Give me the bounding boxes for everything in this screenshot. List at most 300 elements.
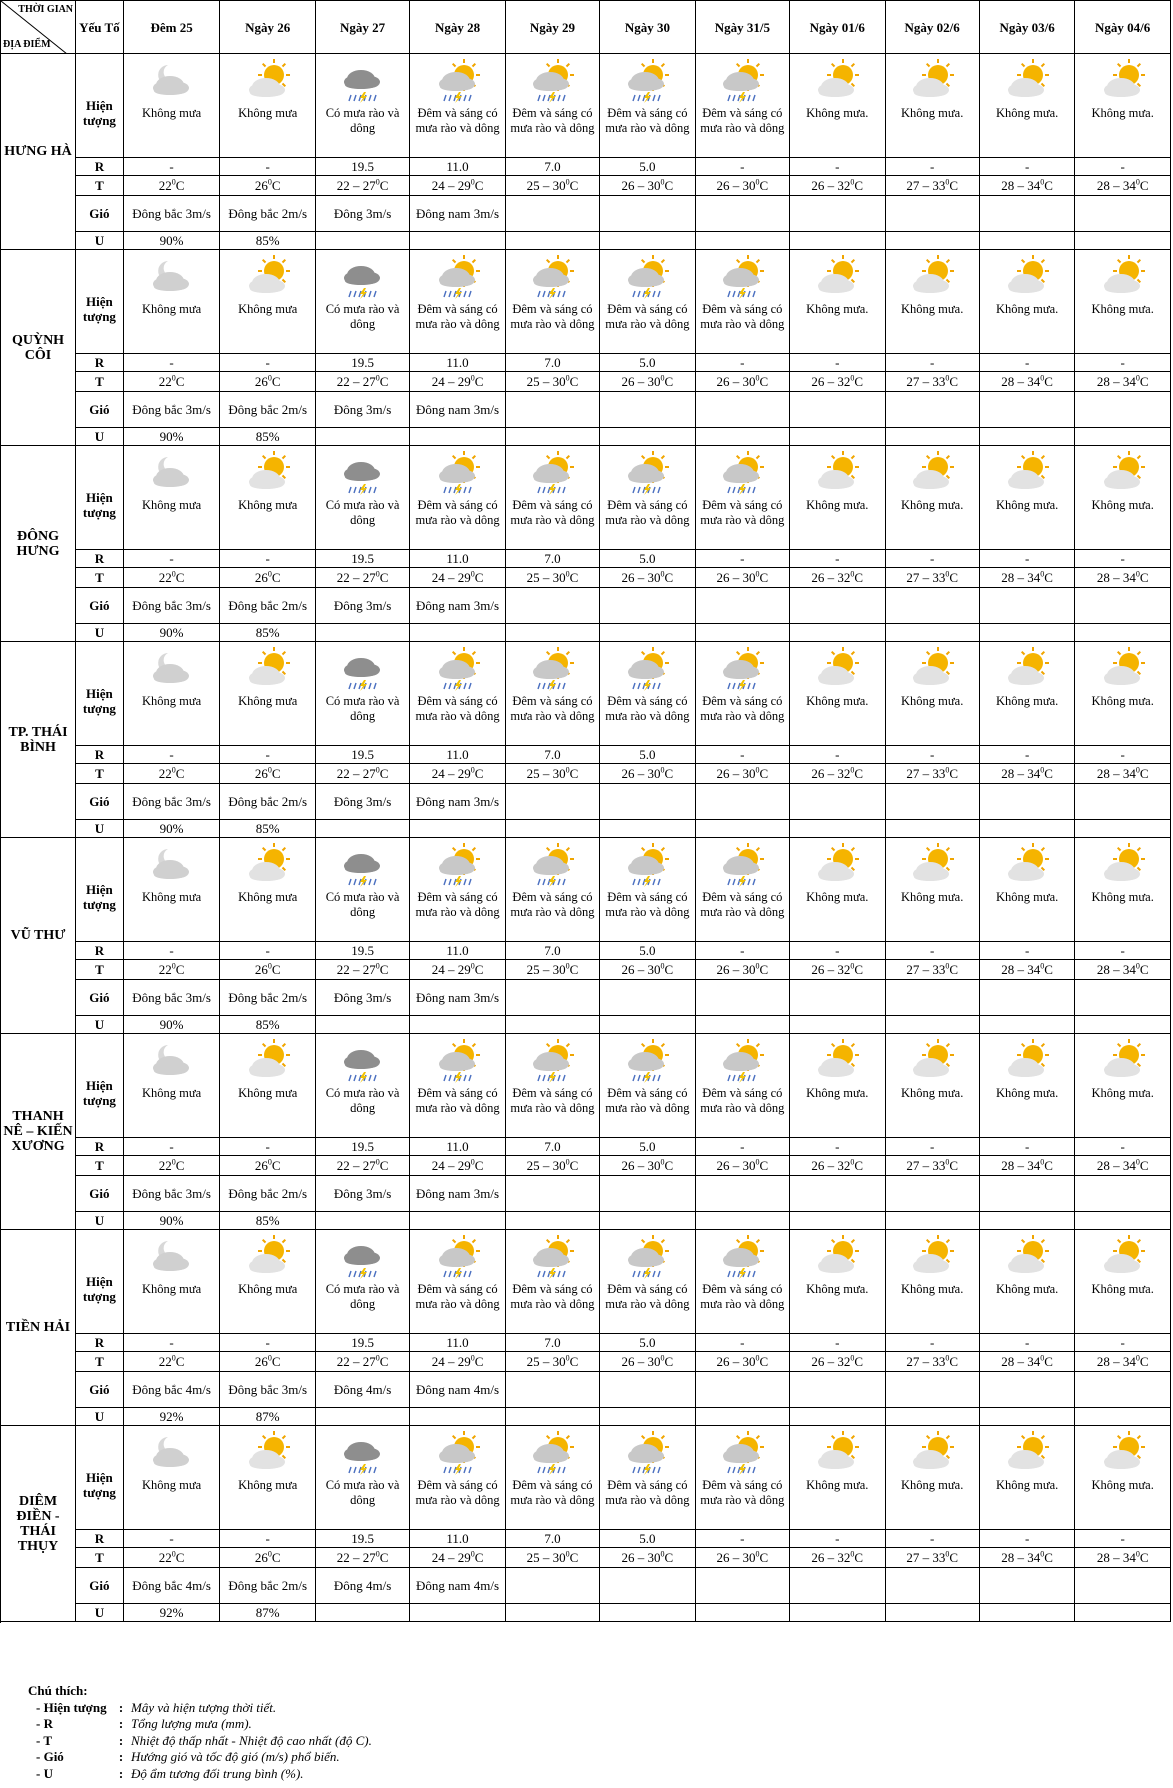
wind-cell: Đông bắc 2m/s bbox=[220, 1568, 316, 1604]
phenomenon-cell bbox=[220, 890, 316, 942]
phenomenon-cell bbox=[790, 1282, 886, 1334]
degree-mark: 0 bbox=[755, 765, 760, 775]
temp-separator: – bbox=[919, 766, 933, 781]
phenomenon-text: Không mưa bbox=[142, 1281, 202, 1296]
phenomenon-cell bbox=[885, 694, 979, 746]
temp-value: 26 bbox=[254, 374, 268, 389]
weather-icon-cell bbox=[315, 446, 409, 498]
temperature-cell bbox=[505, 568, 599, 588]
element-label-temp: T bbox=[76, 372, 124, 392]
temp-unit: C bbox=[664, 962, 674, 977]
phenomenon-text: Không mưa bbox=[238, 1085, 298, 1100]
weather-icon-cell bbox=[123, 250, 220, 302]
phenomenon-text: Không mưa. bbox=[1091, 105, 1154, 120]
phenomenon-cell bbox=[410, 498, 506, 550]
temp-separator: – bbox=[1109, 962, 1123, 977]
phenomenon-cell bbox=[505, 1282, 599, 1334]
temp-separator: – bbox=[919, 1550, 933, 1565]
temperature-cell bbox=[220, 568, 316, 588]
sun-cloud-icon bbox=[813, 59, 861, 103]
temp-max: 32 bbox=[837, 374, 851, 389]
rain-row bbox=[1, 550, 1171, 568]
weather-icon-cell bbox=[410, 250, 506, 302]
sun-cloud-icon bbox=[1099, 59, 1147, 103]
weather-icon-cell bbox=[885, 838, 979, 890]
humidity-cell bbox=[885, 624, 979, 642]
phenomenon-cell bbox=[600, 1086, 696, 1138]
phenomenon-cell bbox=[695, 302, 789, 354]
weather-icon-cell bbox=[1075, 446, 1171, 498]
temperature-cell bbox=[600, 372, 696, 392]
temp-unit: C bbox=[569, 178, 579, 193]
temp-value: 22 bbox=[158, 1550, 172, 1565]
weather-icon-cell bbox=[600, 446, 696, 498]
phenomenon-text: Không mưa bbox=[238, 497, 298, 512]
temp-separator: – bbox=[444, 1550, 458, 1565]
temp-unit: C bbox=[949, 374, 959, 389]
temp-min: 25 bbox=[526, 1158, 540, 1173]
temp-max: 30 bbox=[647, 766, 661, 781]
humidity-cell bbox=[979, 624, 1075, 642]
weather-icon-cell bbox=[600, 642, 696, 694]
temp-unit: C bbox=[854, 1354, 864, 1369]
wind-cell bbox=[600, 588, 696, 624]
temperature-cell bbox=[790, 764, 886, 784]
temp-separator: – bbox=[824, 1354, 838, 1369]
wind-cell bbox=[979, 392, 1075, 428]
weather-icon-cell bbox=[600, 1034, 696, 1086]
temp-min: 22 bbox=[336, 178, 350, 193]
sun-cloud-icon bbox=[813, 1039, 861, 1083]
rain-row bbox=[1, 158, 1171, 176]
humidity-cell bbox=[505, 624, 599, 642]
rain-cell: - bbox=[123, 942, 220, 960]
temp-max: 33 bbox=[932, 1158, 946, 1173]
degree-mark: 0 bbox=[945, 1549, 950, 1559]
temp-min: 25 bbox=[526, 178, 540, 193]
phenomenon-text: Đêm và sáng có mưa rào và dông bbox=[700, 889, 785, 919]
temp-unit: C bbox=[854, 374, 864, 389]
temperature-row bbox=[1, 1156, 1171, 1176]
temp-unit: C bbox=[175, 178, 185, 193]
sun-cloud-icon bbox=[908, 1235, 956, 1279]
note-colon: : bbox=[118, 1699, 124, 1715]
temp-separator: – bbox=[444, 962, 458, 977]
temp-min: 26 bbox=[621, 1550, 635, 1565]
temp-separator: – bbox=[1014, 178, 1028, 193]
temp-separator: – bbox=[1014, 1354, 1028, 1369]
temp-value: 26 bbox=[254, 766, 268, 781]
icon-row bbox=[1, 838, 1171, 890]
phenomenon-text: Không mưa bbox=[238, 105, 298, 120]
phenomenon-text: Không mưa. bbox=[901, 889, 964, 904]
temperature-cell bbox=[790, 960, 886, 980]
weather-icon-cell bbox=[123, 838, 220, 890]
temperature-cell bbox=[695, 1352, 789, 1372]
rain-cell: - bbox=[979, 550, 1075, 568]
rain-cell: 11.0 bbox=[410, 746, 506, 764]
degree-mark: 0 bbox=[470, 765, 475, 775]
degree-mark: 0 bbox=[171, 177, 176, 187]
humidity-cell bbox=[410, 1016, 506, 1034]
temp-min: 26 bbox=[716, 1550, 730, 1565]
temperature-cell bbox=[600, 764, 696, 784]
forecast-body bbox=[1, 54, 1171, 1622]
sun-cloud-rain-storm-icon bbox=[434, 1235, 482, 1279]
degree-mark: 0 bbox=[565, 569, 570, 579]
phenomenon-text: Đêm và sáng có mưa rào và dông bbox=[415, 105, 500, 135]
degree-mark: 0 bbox=[660, 961, 665, 971]
element-header-label: Yếu Tố bbox=[76, 1, 124, 54]
rain-row bbox=[1, 942, 1171, 960]
temp-max: 34 bbox=[1027, 570, 1041, 585]
sun-cloud-rain-storm-icon bbox=[528, 1235, 576, 1279]
temp-separator: – bbox=[1014, 374, 1028, 389]
moon-cloud-icon bbox=[148, 1039, 196, 1083]
wind-cell bbox=[885, 1568, 979, 1604]
sun-cloud-rain-storm-icon bbox=[623, 843, 671, 887]
temp-unit: C bbox=[1139, 374, 1149, 389]
temp-separator: – bbox=[634, 570, 648, 585]
sun-cloud-rain-storm-icon bbox=[434, 1431, 482, 1475]
temperature-cell bbox=[505, 1548, 599, 1568]
rain-cell: 7.0 bbox=[505, 1334, 599, 1352]
day-header: Ngày 29 bbox=[505, 1, 599, 54]
moon-cloud-icon bbox=[148, 1235, 196, 1279]
element-label-phenomenon: Hiện tượng bbox=[76, 1034, 124, 1138]
rain-cell: - bbox=[1075, 942, 1171, 960]
phenomenon-text: Không mưa. bbox=[1091, 497, 1154, 512]
wind-cell: Đông bắc 2m/s bbox=[220, 588, 316, 624]
phenomenon-text: Đêm và sáng có mưa rào và dông bbox=[415, 889, 500, 919]
weather-icon-cell bbox=[315, 1230, 409, 1282]
temp-unit: C bbox=[759, 374, 769, 389]
note-value: Độ ẩm tương đối trung bình (%). bbox=[131, 1765, 304, 1781]
humidity-cell bbox=[979, 232, 1075, 250]
temperature-cell bbox=[410, 1352, 506, 1372]
temperature-cell bbox=[1075, 764, 1171, 784]
location-name: TIỀN HẢI bbox=[1, 1230, 76, 1426]
rain-cell: - bbox=[695, 354, 789, 372]
temp-max: 32 bbox=[837, 1354, 851, 1369]
temp-separator: – bbox=[634, 962, 648, 977]
rain-cell: - bbox=[885, 1530, 979, 1548]
temp-unit: C bbox=[474, 570, 484, 585]
temp-min: 28 bbox=[1096, 374, 1110, 389]
temp-unit: C bbox=[664, 178, 674, 193]
degree-mark: 0 bbox=[660, 177, 665, 187]
degree-mark: 0 bbox=[470, 177, 475, 187]
wind-cell bbox=[790, 1568, 886, 1604]
humidity-cell bbox=[885, 1408, 979, 1426]
degree-mark: 0 bbox=[267, 177, 272, 187]
wind-cell bbox=[505, 392, 599, 428]
element-label-wind: Gió bbox=[76, 980, 124, 1016]
phenomenon-cell bbox=[505, 302, 599, 354]
temperature-cell bbox=[790, 1548, 886, 1568]
weather-icon-cell bbox=[315, 250, 409, 302]
rain-cell: 7.0 bbox=[505, 1138, 599, 1156]
rain-cell: 19.5 bbox=[315, 550, 409, 568]
temp-max: 27 bbox=[362, 1158, 376, 1173]
weather-icon-cell bbox=[505, 838, 599, 890]
phenomenon-text: Có mưa rào và dông bbox=[325, 497, 400, 527]
temperature-cell bbox=[410, 176, 506, 196]
temp-unit: C bbox=[1044, 178, 1053, 193]
rain-cell: 7.0 bbox=[505, 550, 599, 568]
wind-cell bbox=[979, 980, 1075, 1016]
temperature-cell bbox=[695, 568, 789, 588]
weather-icon-cell bbox=[600, 1230, 696, 1282]
location-name: THANH NÊ – KIẾN XƯƠNG bbox=[1, 1034, 76, 1230]
temperature-cell bbox=[885, 1352, 979, 1372]
wind-cell bbox=[790, 392, 886, 428]
phenomenon-cell bbox=[695, 694, 789, 746]
cloud-rain-storm-icon bbox=[339, 843, 387, 887]
temp-min: 26 bbox=[621, 178, 635, 193]
humidity-cell bbox=[695, 1016, 789, 1034]
temp-max: 27 bbox=[362, 1354, 376, 1369]
temp-max: 30 bbox=[552, 374, 566, 389]
humidity-cell bbox=[695, 820, 789, 838]
weather-icon-cell bbox=[1075, 642, 1171, 694]
phenomenon-text: Không mưa bbox=[142, 105, 202, 120]
phenomenon-text: Không mưa. bbox=[806, 693, 869, 708]
humidity-cell bbox=[790, 428, 886, 446]
rain-cell: - bbox=[695, 550, 789, 568]
weather-icon-cell bbox=[695, 250, 789, 302]
icon-row bbox=[1, 250, 1171, 302]
day-header: Ngày 02/6 bbox=[885, 1, 979, 54]
rain-cell: - bbox=[695, 1334, 789, 1352]
degree-mark: 0 bbox=[470, 1549, 475, 1559]
element-label-rain: R bbox=[76, 1334, 124, 1352]
humidity-cell bbox=[505, 1212, 599, 1230]
weather-icon-cell bbox=[979, 642, 1075, 694]
temp-separator: – bbox=[729, 178, 743, 193]
phenomenon-cell bbox=[979, 498, 1075, 550]
temp-separator: – bbox=[1014, 570, 1028, 585]
degree-mark: 0 bbox=[850, 373, 855, 383]
temp-separator: – bbox=[444, 1158, 458, 1173]
degree-mark: 0 bbox=[1135, 177, 1140, 187]
humidity-cell bbox=[790, 1212, 886, 1230]
sun-cloud-rain-storm-icon bbox=[434, 843, 482, 887]
wind-cell: Đông 3m/s bbox=[315, 196, 409, 232]
phenomenon-cell bbox=[885, 1086, 979, 1138]
temp-separator: – bbox=[1109, 1550, 1123, 1565]
phenomenon-cell bbox=[979, 1086, 1075, 1138]
temp-min: 26 bbox=[811, 1550, 825, 1565]
humidity-cell bbox=[1075, 1408, 1171, 1426]
temp-max: 30 bbox=[742, 1354, 756, 1369]
rain-cell: - bbox=[695, 1138, 789, 1156]
humidity-cell: 90% bbox=[123, 232, 220, 250]
humidity-cell bbox=[600, 820, 696, 838]
phenomenon-cell bbox=[123, 106, 220, 158]
element-label-temp: T bbox=[76, 1352, 124, 1372]
sun-cloud-icon bbox=[813, 843, 861, 887]
temperature-cell bbox=[979, 1156, 1075, 1176]
humidity-cell bbox=[885, 1016, 979, 1034]
sun-cloud-rain-storm-icon bbox=[434, 451, 482, 495]
temp-max: 29 bbox=[457, 1158, 471, 1173]
phenomenon-text: Không mưa. bbox=[901, 1477, 964, 1492]
humidity-cell bbox=[790, 624, 886, 642]
rain-cell: 5.0 bbox=[600, 550, 696, 568]
temp-separator: – bbox=[634, 1354, 648, 1369]
temp-min: 26 bbox=[716, 374, 730, 389]
temperature-cell bbox=[979, 1548, 1075, 1568]
temperature-cell bbox=[885, 568, 979, 588]
sun-cloud-icon bbox=[244, 59, 292, 103]
phenomenon-cell bbox=[695, 498, 789, 550]
temp-value: 26 bbox=[254, 570, 268, 585]
temp-unit: C bbox=[271, 374, 281, 389]
temp-min: 26 bbox=[811, 178, 825, 193]
element-label-temp: T bbox=[76, 176, 124, 196]
temp-min: 27 bbox=[906, 1354, 920, 1369]
wind-cell: Đông bắc 3m/s bbox=[123, 784, 220, 820]
temperature-cell bbox=[790, 1156, 886, 1176]
phenomenon-text: Đêm và sáng có mưa rào và dông bbox=[700, 1477, 785, 1507]
sun-cloud-rain-storm-icon bbox=[718, 647, 766, 691]
humidity-cell bbox=[1075, 820, 1171, 838]
humidity-cell bbox=[790, 1016, 886, 1034]
cloud-rain-storm-icon bbox=[339, 1235, 387, 1279]
place-header-label: ĐỊA ĐIỂM bbox=[3, 39, 51, 50]
temp-separator: – bbox=[634, 374, 648, 389]
phenomenon-cell bbox=[885, 890, 979, 942]
note-row bbox=[28, 1733, 728, 1750]
temp-unit: C bbox=[759, 178, 769, 193]
temp-separator: – bbox=[824, 962, 838, 977]
degree-mark: 0 bbox=[267, 373, 272, 383]
phenomenon-text: Đêm và sáng có mưa rào và dông bbox=[700, 105, 785, 135]
temp-min: 24 bbox=[431, 570, 445, 585]
humidity-cell bbox=[1075, 624, 1171, 642]
phenomenon-text: Đêm và sáng có mưa rào và dông bbox=[510, 889, 595, 919]
temp-max: 34 bbox=[1027, 178, 1041, 193]
temperature-cell bbox=[220, 176, 316, 196]
temp-unit: C bbox=[1044, 962, 1053, 977]
temp-min: 26 bbox=[811, 1354, 825, 1369]
humidity-row bbox=[1, 1212, 1171, 1230]
temp-unit: C bbox=[1139, 962, 1149, 977]
phenomenon-cell bbox=[600, 694, 696, 746]
temp-min: 24 bbox=[431, 1158, 445, 1173]
sun-cloud-icon bbox=[1099, 255, 1147, 299]
temp-max: 29 bbox=[457, 1550, 471, 1565]
wind-cell: Đông 3m/s bbox=[315, 1176, 409, 1212]
temp-min: 25 bbox=[526, 1354, 540, 1369]
day-header: Đêm 25 bbox=[123, 1, 220, 54]
phenomenon-cell bbox=[220, 694, 316, 746]
temperature-cell bbox=[315, 1548, 409, 1568]
degree-mark: 0 bbox=[945, 569, 950, 579]
wind-cell bbox=[695, 980, 789, 1016]
wind-cell: Đông bắc 2m/s bbox=[220, 196, 316, 232]
humidity-cell bbox=[979, 820, 1075, 838]
sun-cloud-rain-storm-icon bbox=[718, 255, 766, 299]
degree-mark: 0 bbox=[565, 1353, 570, 1363]
phenomenon-cell bbox=[220, 498, 316, 550]
phenomenon-cell bbox=[885, 302, 979, 354]
sun-cloud-icon bbox=[908, 647, 956, 691]
temp-separator: – bbox=[539, 178, 553, 193]
humidity-cell: 90% bbox=[123, 1212, 220, 1230]
phenomenon-text: Đêm và sáng có mưa rào và dông bbox=[605, 1085, 690, 1115]
phenomenon-cell bbox=[695, 1086, 789, 1138]
weather-icon-cell bbox=[695, 1230, 789, 1282]
wind-cell bbox=[1075, 980, 1171, 1016]
day-header: Ngày 04/6 bbox=[1075, 1, 1171, 54]
phenomenon-cell bbox=[123, 498, 220, 550]
temp-unit: C bbox=[854, 962, 864, 977]
rain-cell: - bbox=[220, 746, 316, 764]
temp-max: 30 bbox=[647, 1158, 661, 1173]
temperature-cell bbox=[410, 1548, 506, 1568]
weather-icon-cell bbox=[505, 54, 599, 106]
humidity-cell bbox=[505, 428, 599, 446]
temp-unit: C bbox=[664, 374, 674, 389]
temp-min: 27 bbox=[906, 1158, 920, 1173]
wind-cell bbox=[885, 1176, 979, 1212]
weather-icon-cell bbox=[1075, 838, 1171, 890]
phenomenon-text: Đêm và sáng có mưa rào và dông bbox=[415, 497, 500, 527]
phenomenon-text: Không mưa. bbox=[995, 1085, 1059, 1100]
temp-unit: C bbox=[759, 766, 769, 781]
rain-cell: - bbox=[1075, 354, 1171, 372]
temperature-row bbox=[1, 176, 1171, 196]
wind-cell bbox=[695, 196, 789, 232]
temp-max: 27 bbox=[362, 962, 376, 977]
weather-icon-cell bbox=[1075, 1230, 1171, 1282]
humidity-cell bbox=[315, 820, 409, 838]
phenomenon-text: Đêm và sáng có mưa rào và dông bbox=[605, 1281, 690, 1311]
temp-min: 26 bbox=[621, 1158, 635, 1173]
wind-row bbox=[1, 392, 1171, 428]
phenomenon-cell bbox=[979, 694, 1075, 746]
temp-max: 34 bbox=[1027, 1550, 1041, 1565]
wind-cell: Đông bắc 4m/s bbox=[123, 1372, 220, 1408]
temp-max: 33 bbox=[932, 766, 946, 781]
temp-unit: C bbox=[271, 766, 281, 781]
humidity-cell: 90% bbox=[123, 428, 220, 446]
temp-max: 29 bbox=[457, 374, 471, 389]
humidity-cell bbox=[1075, 428, 1171, 446]
humidity-cell bbox=[315, 624, 409, 642]
wind-cell bbox=[979, 588, 1075, 624]
temp-separator: – bbox=[729, 766, 743, 781]
temp-separator: – bbox=[349, 962, 363, 977]
temp-unit: C bbox=[569, 1354, 579, 1369]
temp-max: 30 bbox=[742, 374, 756, 389]
weather-icon-cell bbox=[123, 642, 220, 694]
element-label-humidity: U bbox=[76, 1016, 124, 1034]
temperature-cell bbox=[600, 568, 696, 588]
humidity-cell bbox=[505, 1016, 599, 1034]
wind-cell bbox=[600, 196, 696, 232]
sun-cloud-rain-storm-icon bbox=[623, 1431, 671, 1475]
rain-cell: 19.5 bbox=[315, 1530, 409, 1548]
phenomenon-cell bbox=[123, 1478, 220, 1530]
rain-cell: 11.0 bbox=[410, 158, 506, 176]
phenomenon-cell bbox=[1075, 302, 1171, 354]
temp-unit: C bbox=[379, 374, 389, 389]
temp-unit: C bbox=[379, 1354, 389, 1369]
temp-separator: – bbox=[919, 1354, 933, 1369]
